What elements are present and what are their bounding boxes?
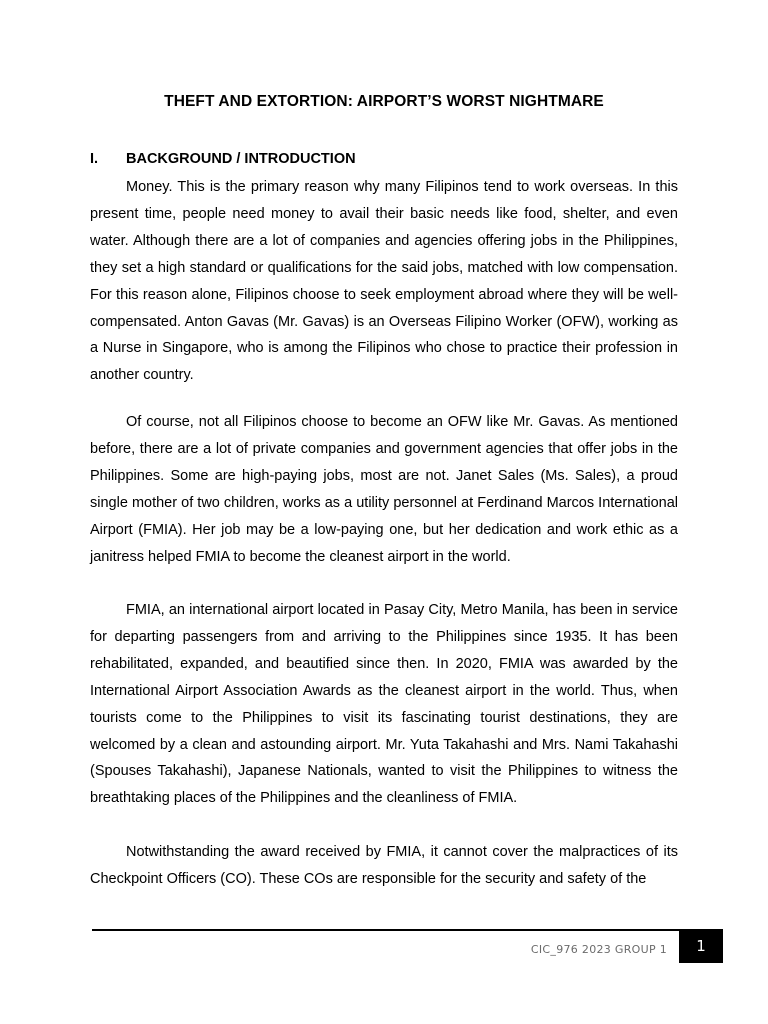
section-number: I. bbox=[90, 151, 99, 167]
paragraph-1: Money. This is the primary reason why many Filipinos tend to work overseas. In this present time, people need money to avail their basic needs like food, shelter, and even water. Although there are a lot of companies and agencies offering jobs in the Philippines, they set a high standard or qualifications for the said jobs, matched with low compensation. For this reason alone, Filipinos choose to seek employment abroad where they will be well-compensated. Anton Gavas (Mr. Gavas) is an Overseas Filipino Worker (OFW), working as a Nurse in Singapore, who is among the Filipinos who chose to practice their profession in another country. bbox=[90, 179, 678, 384]
paragraph-2: Of course, not all Filipinos choose to become an OFW like Mr. Gavas. As mentioned before, there are a lot of private companies and government agencies that offer jobs in the Philippines. Some are high-paying jobs, most are not. Janet Sales (Ms. Sales), a proud single mother of two children, works as a utility personnel at Ferdinand Marcos International Airport (FMIA). Her job may be a low-paying one, but her dedication and work ethic as a janitress helped FMIA to become the cleanest airport in the world. bbox=[90, 414, 678, 565]
footer-divider bbox=[92, 929, 679, 931]
document-title: THEFT AND EXTORTION: AIRPORT’S WORST NIGHTMARE bbox=[164, 93, 604, 110]
footer-label: CIC_976 2023 GROUP 1 bbox=[530, 943, 667, 956]
page-number-badge bbox=[679, 929, 723, 963]
body-paragraph-block bbox=[90, 174, 678, 389]
paragraph-4: Notwithstanding the award received by FMIA, it cannot cover the malpractices of its Checkpoint Officers (CO). These COs are responsible for the security and safety of the bbox=[90, 844, 678, 887]
body-paragraph-block bbox=[90, 597, 678, 812]
page-number: 1 bbox=[696, 937, 706, 955]
section-heading-text: BACKGROUND / INTRODUCTION bbox=[126, 151, 356, 167]
body-paragraph-block bbox=[90, 839, 678, 893]
paragraph-3: FMIA, an international airport located in Pasay City, Metro Manila, has been in service for departing passengers from and arriving to the Philippines since 1935. It has been rehabilitated, expanded, and beautified since then. In 2020, FMIA was awarded by the International Airport Association Awards as the cleanest airport in the world. Thus, when tourists come to the Philippines to visit its fascinating tourist destinations, they are welcomed by a clean and astounding airport. Mr. Yuta Takahashi and Mrs. Nami Takahashi (Spouses Takahashi), Japanese Nationals, wanted to visit the Philippines to witness the breathtaking places of the Philippines and the cleanliness of FMIA. bbox=[90, 602, 678, 807]
body-paragraph-block bbox=[90, 409, 678, 570]
section-heading bbox=[90, 151, 356, 167]
